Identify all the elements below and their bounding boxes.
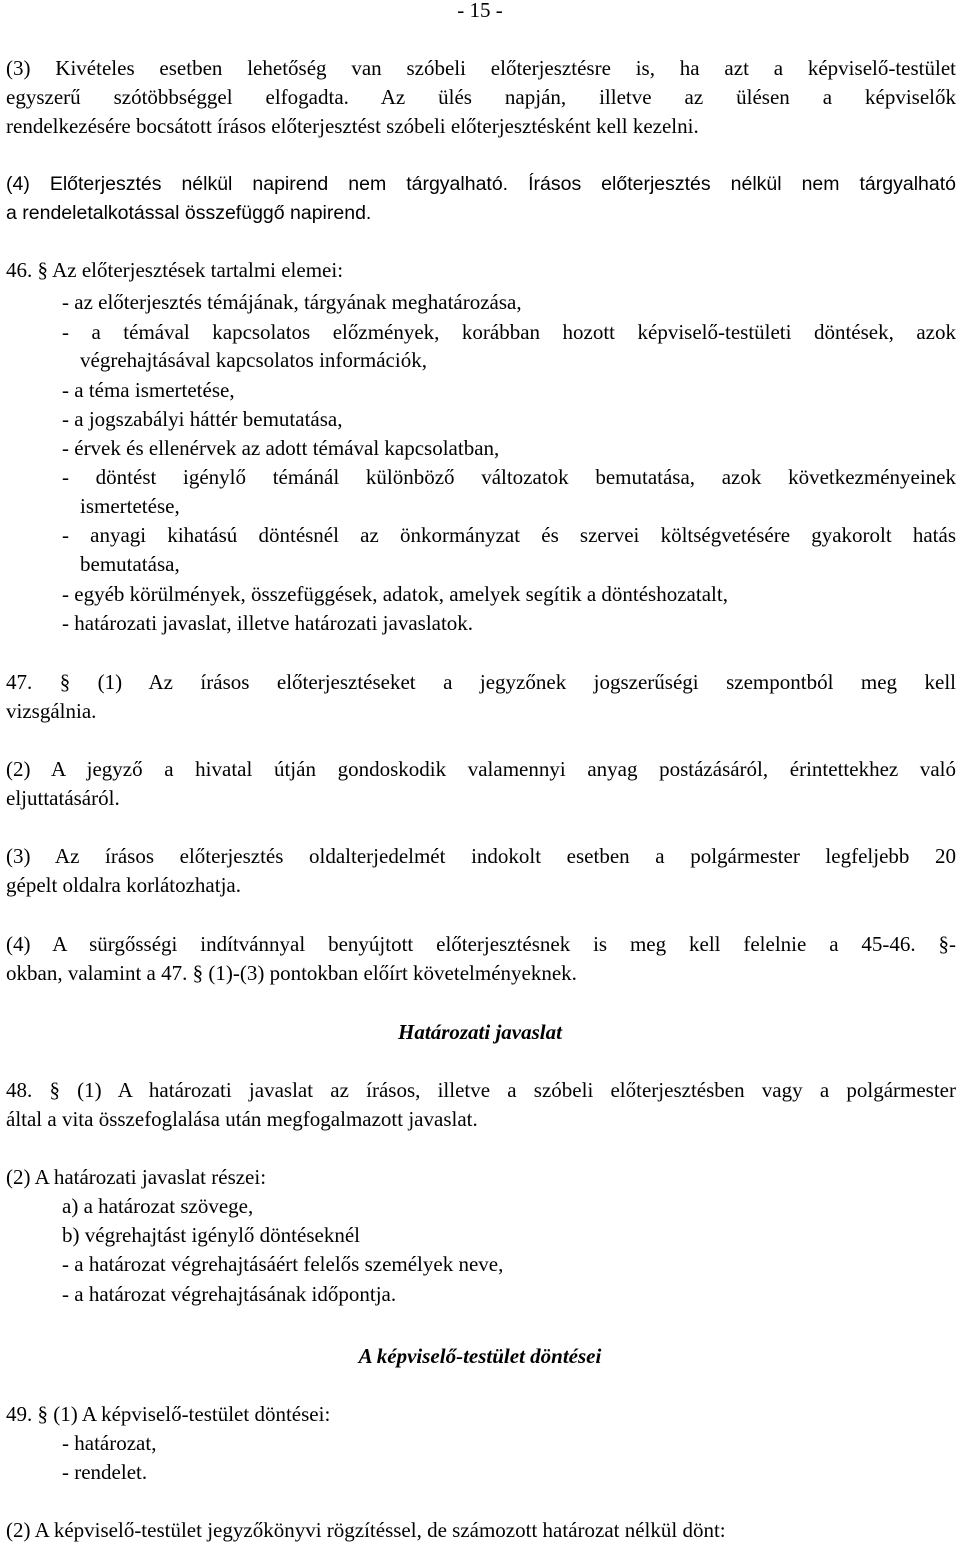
list-item: - határozati javaslat, illetve határozati javaslatok. <box>62 611 474 635</box>
list-item: ismertetése, <box>80 494 180 518</box>
page-number: - 15 - <box>457 0 503 22</box>
list-item: - a téma ismertetése, <box>62 378 235 402</box>
paragraph-line: 47. § (1) Az írásos előterjesztéseket a jegyzőnek jogszerűségi szempontból meg kell <box>6 670 956 694</box>
list-item: - a témával kapcsolatos előzmények, korábban hozott képviselő-testületi döntések, azok <box>62 320 956 344</box>
paragraph-line: (2) A képviselő-testület jegyzőkönyvi rögzítéssel, de számozott határozat nélkül dönt: <box>6 1518 726 1542</box>
paragraph-line: (3) Az írásos előterjesztés oldalterjedelmét indokolt esetben a polgármester legfeljebb 20 <box>6 844 956 868</box>
list-item: - egyéb körülmények, összefüggések, adatok, amelyek segítik a döntéshozatalt, <box>62 582 728 606</box>
paragraph-line: vizsgálnia. <box>6 699 97 723</box>
paragraph-line: (3) Kivételes esetben lehetőség van szóbeli előterjesztésre is, ha azt a képviselő-testület <box>6 56 956 80</box>
list-item: - a határozat végrehajtásának időpontja. <box>62 1282 397 1306</box>
paragraph-line: okban, valamint a 47. § (1)-(3) pontokban előírt követelményeknek. <box>6 961 577 985</box>
paragraph-line: 49. § (1) A képviselő-testület döntései: <box>6 1402 331 1426</box>
paragraph-line: (2) A határozati javaslat részei: <box>6 1165 267 1189</box>
list-item: - érvek és ellenérvek az adott témával kapcsolatban, <box>62 436 500 460</box>
section-46-intro: 46. § Az előterjesztések tartalmi elemei: <box>6 258 344 282</box>
list-item: - a határozat végrehajtásáért felelős személyek neve, <box>62 1252 504 1276</box>
list-item: - anyagi kihatású döntésnél az önkormányzat és szervei költségvetésére gyakorolt hatás <box>62 523 956 547</box>
list-item: - rendelet. <box>62 1460 148 1484</box>
list-item: - a jogszabályi háttér bemutatása, <box>62 407 343 431</box>
paragraph-line: (4) A sürgősségi indítvánnyal benyújtott előterjesztésnek is meg kell felelnie a 45-46. §- <box>6 932 956 956</box>
paragraph-line: 48. § (1) A határozati javaslat az írásos, illetve a szóbeli előterjesztésben vagy a polgármester <box>6 1078 956 1102</box>
list-item: bemutatása, <box>80 552 180 576</box>
paragraph-line: a rendeletalkotással összefüggő napirend. <box>6 202 372 224</box>
section-heading: A képviselő-testület döntései <box>358 1344 602 1368</box>
list-item: - az előterjesztés témájának, tárgyának meghatározása, <box>62 290 522 314</box>
list-item: a) a határozat szövege, <box>62 1194 254 1218</box>
section-heading: Határozati javaslat <box>398 1020 562 1044</box>
paragraph-line: (4) Előterjesztés nélkül napirend nem tárgyalható. Írásos előterjesztés nélkül nem tárgyalható <box>6 173 956 195</box>
list-item: - döntést igénylő témánál különböző változatok bemutatása, azok következményeinek <box>62 465 956 489</box>
list-item: b) végrehajtást igénylő döntéseknél <box>62 1223 360 1247</box>
paragraph-line: gépelt oldalra korlátozhatja. <box>6 873 241 897</box>
paragraph-line: eljuttatásáról. <box>6 786 120 810</box>
paragraph-line: által a vita összefoglalása után megfogalmazott javaslat. <box>6 1107 478 1131</box>
list-item: végrehajtásával kapcsolatos információk, <box>80 348 427 372</box>
list-item: - határozat, <box>62 1431 157 1455</box>
paragraph-line: (2) A jegyző a hivatal útján gondoskodik valamennyi anyag postázásáról, érintettekhez való <box>6 757 956 781</box>
paragraph-line: egyszerű szótöbbséggel elfogadta. Az ülés napján, illetve az ülésen a képviselők <box>6 85 956 109</box>
paragraph-line: rendelkezésére bocsátott írásos előterjesztést szóbeli előterjesztésként kell kezelni. <box>6 114 699 138</box>
